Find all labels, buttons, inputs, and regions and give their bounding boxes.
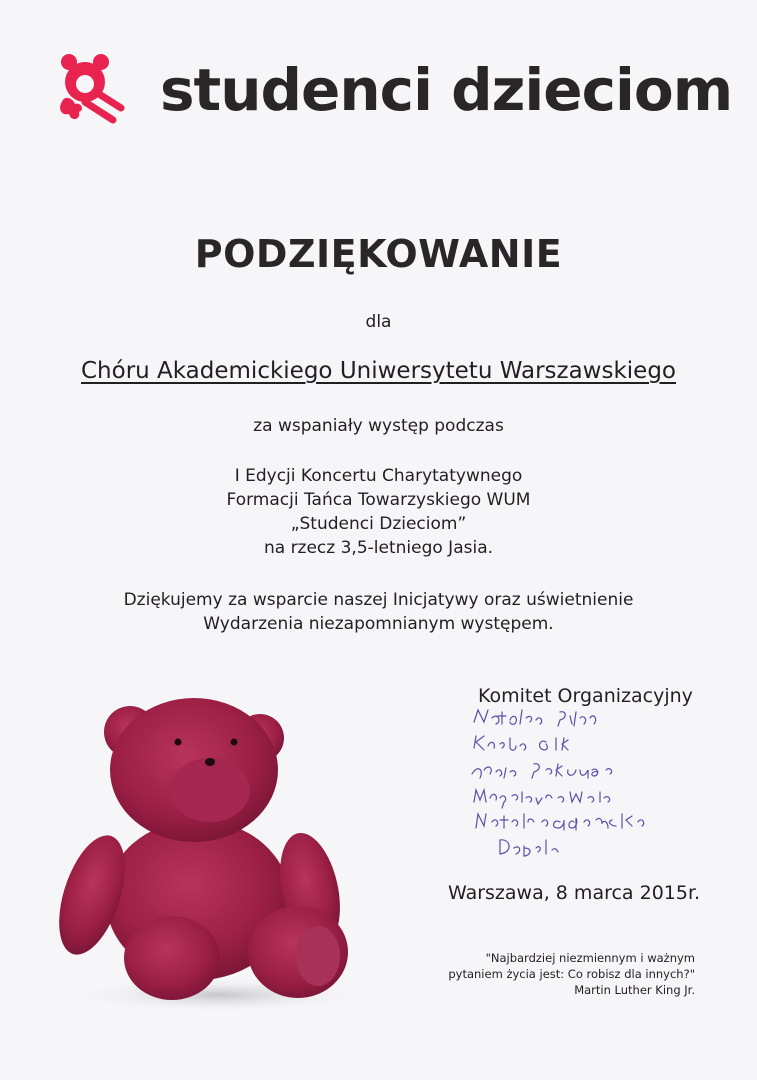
certificate-title: PODZIĘKOWANIE (194, 232, 563, 276)
recipient-name: Chóru Akademickiego Uniwersytetu Warszawskiego (80, 358, 676, 384)
thanks-line: Wydarzenia niezapomnianym występem. (203, 614, 554, 634)
quote-line: "Najbardziej niezmiennym i ważnym (485, 951, 695, 965)
bear-head-heart-logo-icon (55, 50, 135, 126)
brand-name: studenci dzieciom (160, 56, 733, 124)
for-label: dla (365, 312, 392, 332)
quote-line: pytaniem życia jest: Co robisz dla innych?" (448, 967, 695, 981)
quote-author: Martin Luther King Jr. (574, 983, 695, 997)
committee-label: Komitet Organizacyjny (478, 685, 693, 707)
place-date: Warszawa, 8 marca 2015r. (448, 882, 701, 904)
teddy-bear-illustration (48, 690, 378, 1020)
reason-text: za wspaniały występ podczas (253, 416, 504, 436)
event-line: „Studenci Dzieciom” (290, 514, 467, 534)
event-line: Formacji Tańca Towarzyskiego WUM (226, 490, 531, 510)
event-line: I Edycji Koncertu Charytatywnego (234, 466, 523, 486)
event-line: na rzecz 3,5-letniego Jasia. (263, 538, 494, 558)
thanks-line: Dziękujemy za wsparcie naszej Inicjatywy oraz uświetnienie (123, 590, 634, 610)
handwritten-signatures (470, 708, 710, 858)
quote-block (448, 950, 695, 998)
